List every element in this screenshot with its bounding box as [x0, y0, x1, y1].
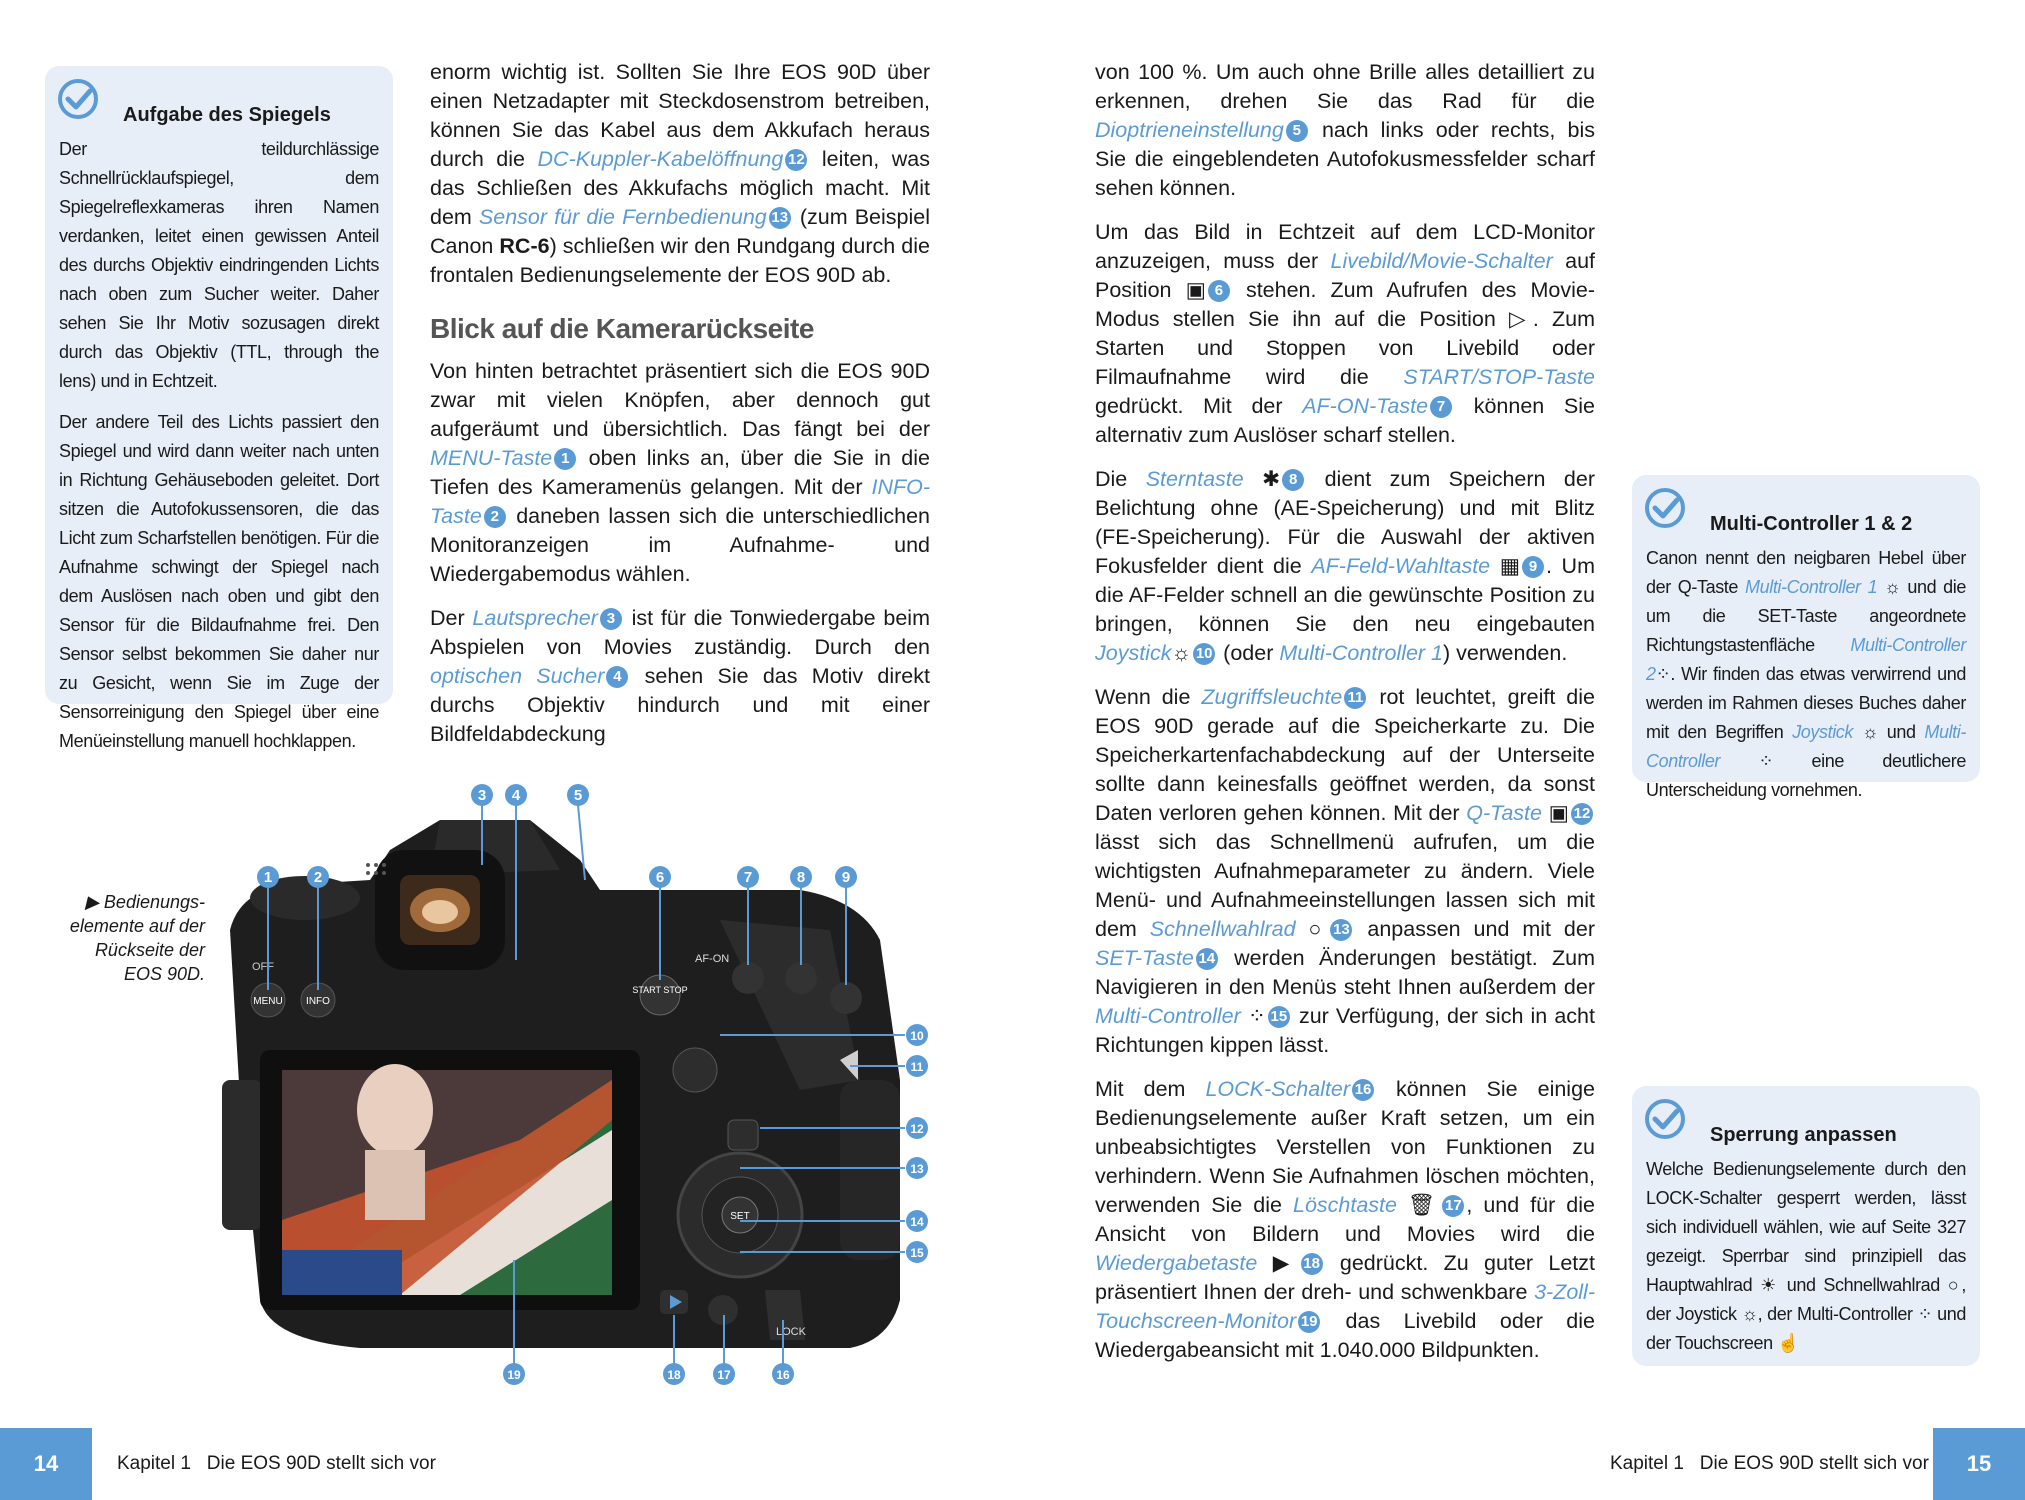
- svg-text:AF-ON: AF-ON: [695, 953, 730, 965]
- sidebar-mirror-title: Aufgabe des Spiegels: [123, 104, 331, 126]
- asterisk-icon: ✱: [1262, 467, 1281, 491]
- callout-4: [505, 784, 527, 806]
- svg-text:SET: SET: [730, 1211, 750, 1222]
- svg-text:16: 16: [776, 1368, 790, 1382]
- callout-15: [906, 1241, 928, 1263]
- joystick-icon: ☼: [1884, 577, 1901, 597]
- dial-icon: ○: [1947, 1275, 1962, 1295]
- callout-7: [737, 866, 759, 888]
- footer-left: Kapitel 1 Die EOS 90D stellt sich vor: [117, 1453, 436, 1474]
- svg-text:4: 4: [511, 787, 521, 804]
- svg-text:14: 14: [910, 1215, 924, 1229]
- svg-text:9: 9: [841, 869, 851, 886]
- svg-text:6: 6: [655, 869, 665, 886]
- svg-text:INFO: INFO: [306, 996, 330, 1007]
- svg-text:15: 15: [910, 1246, 924, 1260]
- right-text-column: [1095, 58, 1595, 1380]
- svg-text:MENU: MENU: [253, 996, 283, 1007]
- svg-text:13: 13: [910, 1162, 924, 1176]
- sidebar-multi-title: Multi-Controller 1 & 2: [1710, 513, 1913, 535]
- svg-text:START STOP: START STOP: [632, 985, 688, 995]
- callout-17: [713, 1363, 735, 1385]
- callout-6: [649, 866, 671, 888]
- trash-icon: 🗑: [1407, 1193, 1441, 1217]
- multi-controller-icon: ⁘: [1917, 1304, 1933, 1324]
- joystick-icon: ☼: [1741, 1304, 1758, 1324]
- sidebar-mirror-p2: Der andere Teil des Lichts passiert den Spiegel und wird dann weiter nach unten in Richtung Gehäuseboden geleitet. Dort sitzen die Autofokussensoren, die das Licht zum Scharfstellen benötigen. Für die Aufnahme schwingt der Spiegel nach dem Auslösen nach oben und gibt den Sensor für die Bildaufnahme frei. Den Sensor selbst bekommen Sie daher nur zu Gesicht, wenn Sie im Zuge der Sensorreinigung den Spiegel über eine Menüeinstellung manuell hochklappen.: [59, 412, 379, 751]
- svg-text:12: 12: [910, 1122, 924, 1136]
- paragraph: von 100 %. Um auch ohne Brille alles detailliert zu erkennen, drehen Sie das Rad für die Dioptrieneinstellung 5 nach links oder rechts, bis Sie die eingeblendeten Autofokusmessfelder scharf sehen können.: [1095, 60, 1595, 200]
- movie-icon: ▷: [1509, 307, 1533, 331]
- svg-text:18: 18: [667, 1368, 681, 1382]
- multi-controller-icon: ⁘: [1655, 664, 1671, 684]
- svg-text:5: 5: [573, 787, 583, 804]
- check-icon: [1644, 1098, 1686, 1140]
- callout-9: [835, 866, 857, 888]
- page-number-right: 15: [1933, 1428, 2025, 1500]
- sidebar-multi-box: [1632, 475, 1980, 800]
- page-number-left: 14: [0, 1428, 92, 1500]
- joystick-icon: ☼: [1861, 722, 1878, 742]
- touch-icon: ☝: [1777, 1333, 1800, 1353]
- callout-10: [906, 1024, 928, 1046]
- callout-5: [567, 784, 589, 806]
- af-field-icon: ▦: [1499, 554, 1521, 578]
- callout-13: [906, 1157, 928, 1179]
- figure-caption: ▶ Bedienungs-elemente auf der Rückseite der EOS 90D.: [69, 892, 205, 984]
- svg-text:19: 19: [507, 1368, 521, 1382]
- term-link: DC-Kuppler-Kabelöffnung: [537, 147, 784, 171]
- multi-controller-icon: ⁘: [1758, 751, 1774, 771]
- svg-text:LOCK: LOCK: [776, 1326, 806, 1338]
- callout-8: [790, 866, 812, 888]
- check-icon: [1644, 487, 1686, 529]
- play-icon: ▶: [1272, 1251, 1299, 1275]
- footer-right: Kapitel 1 Die EOS 90D stellt sich vor: [1610, 1453, 1929, 1474]
- camera-icon: ▣: [1185, 278, 1206, 302]
- q-icon: ▣: [1548, 801, 1569, 825]
- paragraph: Wenn die Zugriffsleuchte 11 rot leuchtet, greift die EOS 90D gerade auf die Speicherkarte zu. Die Speicherkartenfachabdeckung auf der Unterseite sollte dann keinesfalls geöffnet werden, da sonst Daten verloren gehen können. Mit der Q-Taste ▣ 12 lässt sich das Schnellmenü aufrufen, um die wichtigsten Aufnahmeparameter zu ändern. Viele Menü- und Aufnahmeeinstellungen lassen sich mit dem Schnellwahlrad ○ 13 anpassen und mit der SET-Taste 14 werden Änderungen bestätigt. Zum Navigieren in den Menüs steht Ihnen außerdem der Multi-Controller ⁘ 15 zur Verfügung, der sich in acht Richtungen kippen lässt.: [1095, 685, 1595, 1057]
- callout-14: [906, 1210, 928, 1232]
- svg-text:11: 11: [910, 1060, 924, 1074]
- callout-19: [503, 1363, 525, 1385]
- svg-text:2: 2: [313, 869, 323, 886]
- main-dial-icon: ☀: [1760, 1275, 1780, 1295]
- paragraph: Die Sterntaste ✱ 8 dient zum Speichern der Belichtung ohne (AE-Speicherung) und mit Blitz (FE-Speicherung). Für die Auswahl der aktiven Fokusfelder dient die AF-Feld-Wahltaste ▦ 9 . Um die AF-Felder schnell an die gewünschte Position zu bringen, können Sie den neu eingebauten Joystick☼ 10 (oder Multi-Controller 1) verwenden.: [1095, 467, 1595, 665]
- callout-18: [663, 1363, 685, 1385]
- paragraph: Mit dem LOCK-Schalter 16 können Sie einige Bedienungselemente außer Kraft setzen, um ein unbeabsichtigtes Verstellen von Funktionen zu verhindern. Wenn Sie Aufnahmen löschen möchten, verwenden Sie die Löschtaste 🗑 17 , und für die Ansicht von Bildern und Movies wird die Wiedergabetaste ▶ 18 gedrückt. Zu guter Letzt präsentiert Ihnen der dreh- und schwenkbare 3-Zoll-Touchscreen-Monitor 19 das Livebild oder die Wiedergabeansicht mit 1.040.000 Bildpunkten.: [1095, 1077, 1595, 1362]
- sidebar-multi-text: Canon nennt den neigbaren Hebel über der Q-Taste Multi-Controller 1 ☼ und die um die SET-Taste angeordnete Richtungstastenfläche Multi-Controller 2⁘. Wir finden das etwas verwirrend und werden im Rahmen dieses Buches daher mit den Begriffen Joystick ☼ und Multi-Controller ⁘ eine deutlichere Unterscheidung vornehmen.: [1646, 548, 1966, 800]
- callout-1: [257, 866, 279, 888]
- callout-2: [307, 866, 329, 888]
- callout-16: [772, 1363, 794, 1385]
- term-link: Sensor für die Fernbedienung: [478, 205, 767, 229]
- svg-text:17: 17: [717, 1368, 731, 1382]
- sidebar-lock-text: Welche Bedienungselemente durch den LOCK-Schalter gesperrt werden, lässt sich individuell wählen, wie auf Seite 327 gezeigt. Sperrbar sind prinzipiell das Hauptwahlrad ☀ und Schnellwahlrad ○, der Joystick ☼, der Multi-Controller ⁘ und der Touchscreen ☝: [1646, 1159, 1966, 1353]
- svg-text:3: 3: [477, 787, 487, 804]
- multi-controller-icon: ⁘: [1247, 1004, 1266, 1028]
- paragraph: Von hinten betrachtet präsentiert sich die EOS 90D zwar mit vielen Knöpfen, aber dennoch gut aufgeräumt und übersichtlich. Das fängt bei der MENU-Taste 1 oben links an, über die Sie in die Tiefen des Kameramenüs gelangen. Mit der INFO-Taste 2 daneben lassen sich die unterschiedlichen Monitoranzeigen im Aufnahme- und Wiedergabemodus wählen.: [430, 359, 930, 586]
- triangle-icon: ▶: [85, 892, 104, 912]
- joystick-icon: ☼: [1171, 641, 1192, 665]
- sidebar-lock-box: [1632, 1086, 1980, 1366]
- off-label: OFF: [252, 961, 274, 973]
- paragraph: Der Lautsprecher 3 ist für die Tonwiedergabe beim Abspielen von Movies zuständig. Durch den optischen Sucher 4 sehen Sie das Motiv direkt durchs Objektiv hindurch und mit einer Bildfeldabdeckung: [430, 606, 930, 746]
- svg-text:10: 10: [910, 1029, 924, 1043]
- dial-icon: ○: [1308, 917, 1329, 941]
- svg-text:7: 7: [743, 869, 753, 886]
- svg-text:1: 1: [263, 869, 273, 886]
- callout-12: [906, 1117, 928, 1139]
- paragraph: enorm wichtig ist. Sollten Sie Ihre EOS 90D über einen Netzadapter mit Steckdosenstrom betreiben, können Sie das Kabel aus dem Akkufach heraus durch die DC-Kuppler-Kabelöffnung 12 leiten, was das Schließen des Akkufachs möglich macht. Mit dem Sensor für die Fernbedienung 13 (zum Beispiel Canon RC-6) schließen wir den Rundgang durch die frontalen Bedienungselemente der EOS 90D ab.: [430, 60, 930, 287]
- svg-text:8: 8: [796, 869, 806, 886]
- section-heading: Blick auf die Kamerarückseite: [430, 313, 814, 344]
- callout-11: [906, 1055, 928, 1077]
- callout-3: [471, 784, 493, 806]
- sidebar-mirror-p1: Der teildurchlässige Schnellrücklaufspiegel, dem Spiegelreflexkameras ihren Namen verdanken, leitet einen gewissen Anteil des durchs Objektiv eindringenden Lichts nach oben zum Sucher weiter. Daher sehen Sie Ihr Motiv sozusagen direkt durch das Objektiv (TTL, through the lens) und in Echtzeit.: [59, 139, 379, 391]
- paragraph: Um das Bild in Echtzeit auf dem LCD-Monitor anzuzeigen, muss der Livebild/Movie-Schalter auf Position ▣ 6 stehen. Zum Aufrufen des Movie-Modus stellen Sie ihn auf die Position ▷. Zum Starten und Stoppen von Livebild oder Filmaufnahme wird die START/STOP-Taste gedrückt. Mit der AF-ON-Taste 7 können Sie alternativ zum Auslöser scharf stellen.: [1095, 220, 1596, 447]
- sidebar-lock-title: Sperrung anpassen: [1710, 1124, 1897, 1146]
